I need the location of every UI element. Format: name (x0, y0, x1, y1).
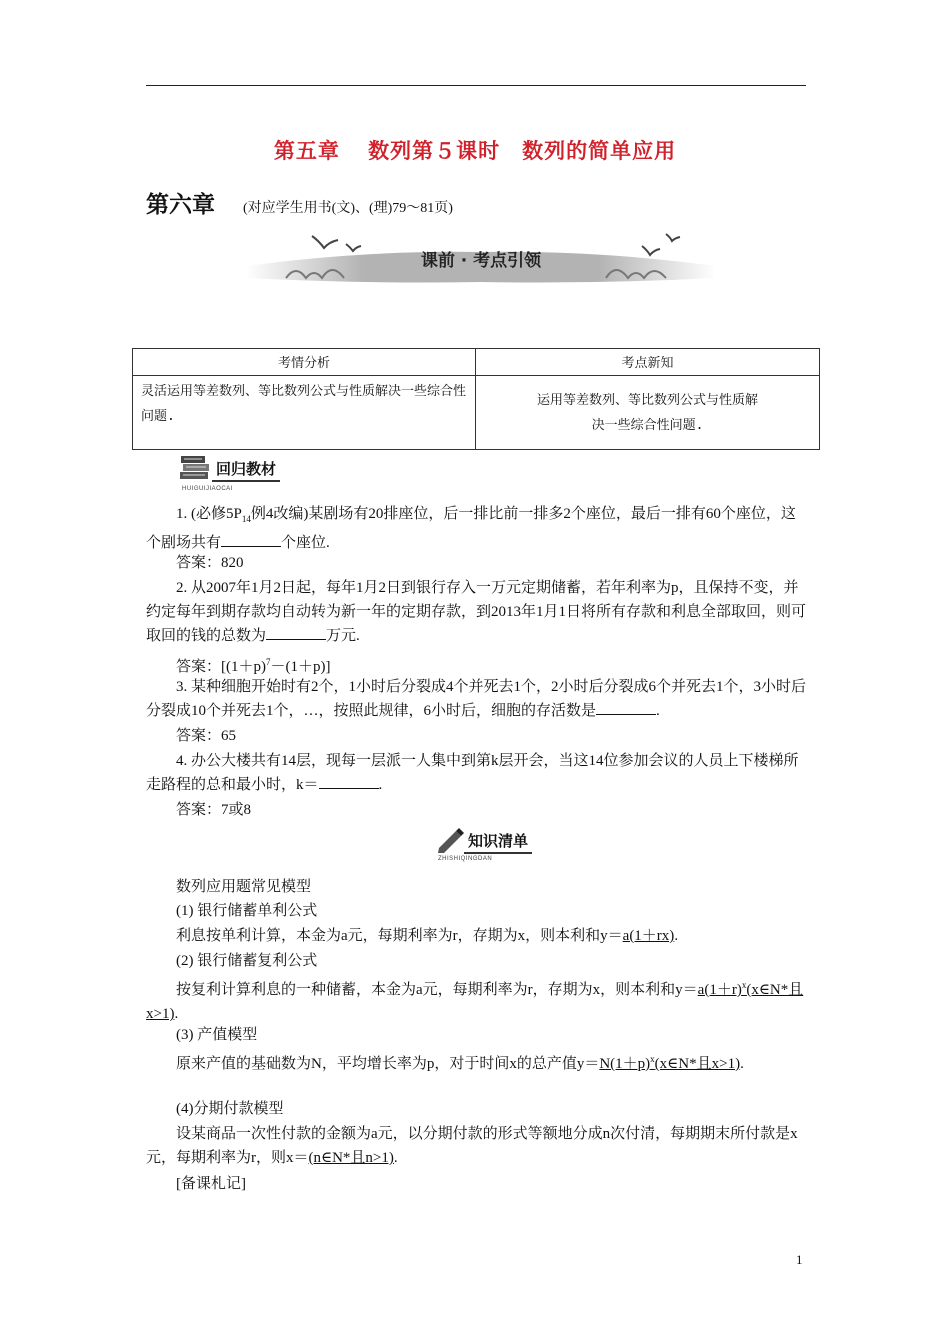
answer-1 (146, 551, 808, 575)
answer-value: 65 (221, 728, 237, 744)
problem-text-end: . (378, 777, 383, 793)
model-text: 按复利计算利息的一种储蓄，本金为a元，每期利率为r，存期为x，则本利和y＝ (176, 982, 698, 998)
table-header: 考情分析 (133, 349, 476, 376)
model-formula: $N(1+p)^x(x\in N*$且x>1) (599, 1054, 741, 1072)
answer-value: 7或8 (221, 802, 252, 818)
model-text-end: . (174, 1006, 179, 1022)
model-text-end: . (740, 1056, 744, 1072)
model-4-title: (4)分期付款模型 (176, 1101, 284, 1117)
section-label: 知识清单 (464, 830, 532, 854)
chapter-heading: 第六章 (146, 192, 215, 217)
problem-text-end: 个座位. (281, 535, 330, 551)
model-2-title: (2) 银行储蓄复利公式 (176, 953, 318, 969)
banner (246, 226, 716, 290)
problem-number: 1. (176, 506, 188, 522)
table-cell (476, 376, 820, 450)
problem-2 (146, 576, 808, 648)
section-knowledge-badge (436, 826, 532, 862)
answer-value: [(1＋p) (221, 659, 267, 675)
answer-4 (146, 798, 808, 822)
table-cell: 灵活运用等差数列、等比数列公式与性质解决一些综合性问题. (133, 376, 476, 450)
model-text: 设某商品一次性付款的金额为a元，以分期付款的形式等额地分成n次付清，每期期末所付款是x元，每期利率为r，则x＝ (146, 1126, 798, 1166)
model-text-end: . (674, 928, 679, 944)
answer-label: 答案： (176, 659, 222, 675)
answer-3 (146, 724, 808, 748)
model-formula: $a(1+r)^x(x\in N*$且x>1) (146, 980, 804, 1022)
table-header: 考点新知 (476, 349, 820, 376)
problem-text: 办公大楼共有14层，现每一层派一人集中到第k层开会，当这14位参加会议的人员上下楼梯所走路程的总和最小时，k＝ (146, 753, 799, 793)
model-text: 原来产值的基础数为N，平均增长率为p，对于时间x的总产值y＝ (176, 1056, 600, 1072)
problem-number: 4. (176, 753, 188, 769)
problem-text-end: 万元. (326, 628, 360, 644)
model-text-end: . (393, 1150, 398, 1166)
model-formula: a(1＋rx) (622, 928, 675, 944)
section-sublabel: HUIGUIJIAOCAI (182, 486, 233, 492)
section-review-badge (178, 452, 280, 492)
answer-label: 答案： (176, 728, 222, 744)
model-3-text (146, 1047, 808, 1076)
problem-text: 从2007年1月2日起，每年1月2日到银行存入一万元定期储蓄，若年利率为p，且保持不变，并约定每年到期存款均自动转为新一年的定期存款，到2013年1月1日将所有存款和利息全部取回，则可取回的钱的总数为 (146, 580, 807, 644)
answer-label: 答案： (176, 555, 222, 571)
problem-source-page: 14 (241, 514, 251, 524)
table-cell-line: 决一些综合性问题. (591, 417, 704, 433)
page-number: 1 (796, 1252, 803, 1267)
model-4-text (146, 1122, 808, 1170)
model-formula: (n∈N*且n>1) (308, 1150, 394, 1166)
answer-value: 820 (221, 555, 244, 571)
problem-1 (146, 502, 808, 555)
notes-label: [备课札记] (176, 1176, 246, 1192)
problem-number: 3. (176, 679, 188, 695)
model-1-text (146, 924, 808, 948)
knowledge-intro: 数列应用题常见模型 (176, 879, 312, 895)
exam-table (132, 348, 820, 450)
books-icon (178, 452, 212, 482)
problem-4 (146, 749, 808, 797)
answer-blank (221, 532, 281, 547)
model-2-text (146, 973, 808, 1026)
problem-text: 例4改编)某剧场有20排座位，后一排比前一排多2个座位，最后一排有60个座位，这个剧场共有 (146, 506, 796, 551)
model-1-title: (1) 银行储蓄单利公式 (176, 903, 318, 919)
problem-text: 某种细胞开始时有2个，1小时后分裂成4个并死去1个，2小时后分裂成6个并死去1个，3小时后分裂成10个并死去1个，…，按照此规律，6小时后，细胞的存活数是 (146, 679, 807, 719)
answer-blank (319, 774, 379, 789)
model-3-title: (3) 产值模型 (176, 1027, 258, 1043)
problem-source: (必修5P (191, 506, 242, 522)
section-label: 回归教材 (212, 458, 280, 482)
answer-label: 答案： (176, 802, 222, 818)
answer-value-end: －(1＋p)] (270, 659, 331, 675)
problem-number: 2. (176, 580, 188, 596)
chapter-line (146, 186, 453, 219)
answer-exponent: 7 (266, 657, 271, 667)
answer-blank (596, 700, 656, 715)
section-sublabel: ZHISHIQINGDAN (438, 856, 493, 862)
pencil-icon (436, 826, 464, 854)
page-title: 第五章 数列第５课时 数列的简单应用 (273, 139, 677, 163)
book-reference: (对应学生用书(文)、(理)79～81页) (243, 201, 453, 216)
top-rule (146, 85, 806, 86)
model-text: 利息按单利计算，本金为a元，每期利率为r，存期为x，则本利和y＝ (176, 928, 623, 944)
answer-blank (266, 625, 326, 640)
problem-3 (146, 675, 808, 723)
banner-text: 课前 · 考点引领 (420, 251, 542, 271)
table-cell-line: 运用等差数列、等比数列公式与性质解 (536, 392, 758, 408)
problem-text-end: . (656, 703, 660, 719)
